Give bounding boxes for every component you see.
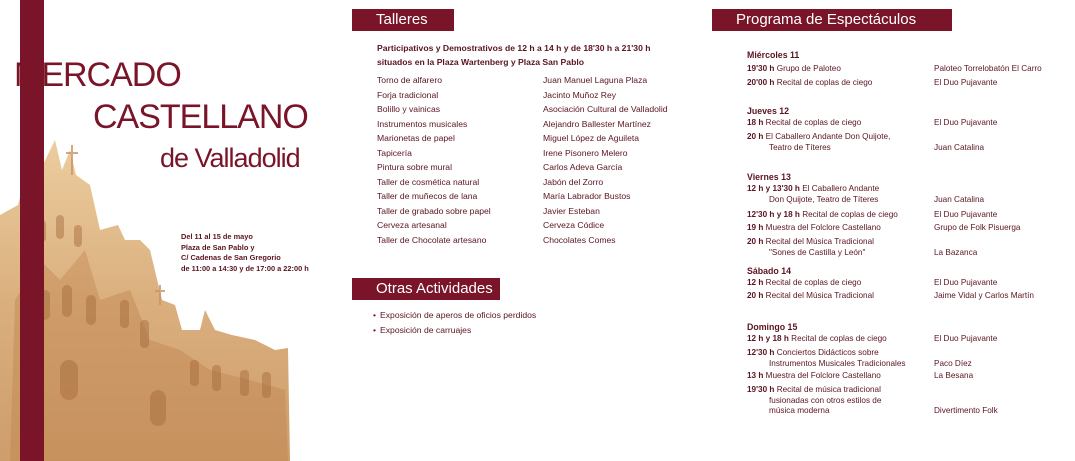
event-time: 18 h bbox=[747, 118, 764, 127]
event-time: 19'30 h bbox=[747, 385, 775, 394]
event-time: 20'00 h bbox=[747, 78, 775, 87]
programa-event bbox=[747, 184, 1067, 205]
taller-row bbox=[377, 189, 697, 203]
programa-event bbox=[747, 210, 1067, 221]
taller-name: Marionetas de papel bbox=[377, 133, 455, 143]
event-line1 bbox=[747, 118, 1067, 129]
programa-event bbox=[747, 223, 1067, 234]
programa-day-heading: Domingo 15 bbox=[747, 322, 798, 332]
event-performer: Jaime Vidal y Carlos Martín bbox=[934, 291, 1034, 300]
event-title-continued: fusionadas con otros estilos de bbox=[769, 395, 882, 405]
programa-event bbox=[747, 291, 1067, 302]
taller-row bbox=[377, 102, 697, 116]
taller-name: Taller de grabado sobre papel bbox=[377, 205, 491, 216]
event-performer: El Duo Pujavante bbox=[934, 210, 998, 219]
event-line1 bbox=[747, 334, 1067, 345]
taller-artisan: Carlos Adeva García bbox=[543, 162, 623, 172]
taller-name: Cerveza artesanal bbox=[377, 220, 447, 230]
taller-artisan: Jacinto Muñoz Rey bbox=[543, 89, 617, 100]
event-title: Grupo de Paloteo bbox=[776, 64, 841, 73]
programa-event bbox=[747, 132, 1067, 153]
event-title: Recital de música tradicional bbox=[776, 385, 881, 394]
event-line1 bbox=[747, 237, 1067, 248]
taller-artisan: Juan Manuel Laguna Plaza bbox=[543, 75, 648, 85]
taller-name: Bolillo y vainicas bbox=[377, 104, 441, 114]
programa-header: Programa de Espectáculos bbox=[712, 9, 952, 31]
event-performer: La Bazanca bbox=[934, 247, 978, 257]
event-performer: Juan Catalina bbox=[934, 194, 985, 204]
event-performer: La Besana bbox=[934, 371, 974, 380]
otras-header: Otras Actividades bbox=[352, 278, 500, 300]
event-performer: El Duo Pujavante bbox=[934, 118, 998, 127]
event-title: Recital de coplas de ciego bbox=[802, 210, 898, 219]
poster-title-line1: MERCADO bbox=[14, 56, 181, 94]
taller-artisan: Alejandro Ballester Martínez bbox=[543, 118, 651, 129]
poster-title-line3: de Valladolid bbox=[160, 143, 300, 173]
taller-artisan: Cerveza Códice bbox=[543, 220, 605, 230]
programa-event bbox=[747, 334, 1067, 345]
event-line1 bbox=[747, 348, 1067, 359]
event-time: 19'30 h bbox=[747, 64, 775, 73]
programa-event bbox=[747, 237, 1067, 258]
programa-day-heading: Sábado 14 bbox=[747, 266, 792, 276]
event-title: Recital de coplas de ciego bbox=[765, 118, 862, 127]
event-title-continued: música moderna bbox=[769, 406, 830, 415]
programa-day-heading: Viernes 13 bbox=[747, 172, 791, 182]
event-title: Muestra del Folclore Castellano bbox=[765, 223, 881, 232]
bullet-icon: • bbox=[373, 310, 377, 320]
talleres-header: Talleres bbox=[352, 9, 454, 31]
event-place-2: C/ Cadenas de San Gregorio bbox=[181, 253, 281, 263]
taller-artisan: María Labrador Bustos bbox=[543, 191, 631, 201]
programa-event bbox=[747, 278, 1067, 289]
event-title: Recital del Música Tradicional bbox=[765, 291, 874, 300]
taller-name: Tapicería bbox=[377, 147, 412, 158]
taller-artisan: Jabón del Zorro bbox=[543, 176, 604, 187]
event-time: 12'30 h bbox=[747, 348, 775, 357]
poster-title-line2: CASTELLANO bbox=[93, 98, 308, 136]
event-title: El Caballero Andante Don Quijote, bbox=[765, 132, 891, 141]
taller-row bbox=[377, 204, 697, 218]
event-title: El Caballero Andante bbox=[802, 184, 880, 193]
event-place-1: Plaza de San Pablo y bbox=[181, 242, 255, 252]
event-time: 12'30 h y 18 h bbox=[747, 210, 800, 219]
event-performer: Grupo de Folk Pisuerga bbox=[934, 223, 1021, 232]
event-time: 20 h bbox=[747, 237, 764, 246]
taller-name: Taller de cosmética natural bbox=[377, 176, 480, 187]
event-performer: El Duo Pujavante bbox=[934, 334, 998, 343]
otra-actividad-item bbox=[373, 325, 471, 335]
programa-day-heading: Jueves 12 bbox=[747, 106, 790, 116]
taller-name: Taller de Chocolate artesano bbox=[377, 234, 487, 245]
event-title-continued: Teatro de Títeres bbox=[769, 142, 831, 152]
taller-row bbox=[377, 73, 697, 87]
event-title: Conciertos Didácticos sobre bbox=[776, 348, 879, 357]
event-line1 bbox=[747, 210, 1067, 221]
programa-day-heading: Miércoles 11 bbox=[747, 50, 800, 60]
taller-name: Torno de alfarero bbox=[377, 75, 442, 85]
programa-event bbox=[747, 385, 1067, 417]
bullet-icon: • bbox=[373, 325, 377, 335]
talleres-intro-line1: Participativos y Demostrativos de 12 h a 14 h y de 18'30 h a 21'30 h bbox=[377, 43, 651, 53]
taller-name: Pintura sobre mural bbox=[377, 162, 452, 172]
otra-actividad-text: Exposición de aperos de oficios perdidos bbox=[380, 310, 537, 320]
event-line1 bbox=[747, 132, 1067, 143]
programa-event bbox=[747, 371, 1067, 382]
event-title: Recital de coplas de ciego bbox=[791, 334, 887, 343]
otra-actividad-text: Exposición de carruajes bbox=[380, 325, 472, 335]
event-time: 12 h y 13'30 h bbox=[747, 184, 800, 193]
taller-row bbox=[377, 117, 697, 131]
event-line1 bbox=[747, 278, 1067, 289]
taller-artisan: Irene Pisonero Melero bbox=[543, 147, 628, 158]
event-time: 13 h bbox=[747, 371, 764, 380]
event-performer: Divertimento Folk bbox=[934, 406, 998, 415]
event-time: 12 h y 18 h bbox=[747, 334, 789, 343]
event-title: Recital del Música Tradicional bbox=[765, 237, 874, 246]
event-line1 bbox=[747, 385, 1067, 396]
event-title: Recital de coplas de ciego bbox=[776, 78, 873, 87]
taller-row bbox=[377, 160, 697, 174]
taller-row bbox=[377, 88, 697, 102]
event-info bbox=[181, 232, 309, 274]
event-line1 bbox=[747, 184, 1067, 195]
talleres-intro-line2: situados en la Plaza Wartenberg y Plaza San Pablo bbox=[377, 57, 584, 67]
taller-name: Forja tradicional bbox=[377, 89, 439, 100]
taller-row bbox=[377, 233, 697, 247]
event-line1 bbox=[747, 371, 1067, 382]
taller-artisan: Asociación Cultural de Valladolid bbox=[543, 104, 668, 114]
programa-event bbox=[747, 118, 1067, 129]
event-hours: de 11:00 a 14:30 y de 17:00 a 22:00 h bbox=[181, 263, 309, 273]
event-time: 20 h bbox=[747, 132, 764, 141]
taller-name: Instrumentos musicales bbox=[377, 118, 468, 129]
taller-row bbox=[377, 131, 697, 145]
event-time: 12 h bbox=[747, 278, 764, 287]
taller-artisan: Miguel López de Aguileta bbox=[543, 133, 640, 143]
event-title: Muestra del Folclore Castellano bbox=[765, 371, 881, 380]
event-title-continued: Instrumentos Musicales Tradicionales bbox=[769, 358, 906, 368]
programa-event bbox=[747, 348, 1067, 369]
event-title-continued: "Sones de Castilla y León" bbox=[769, 247, 866, 257]
taller-artisan: Javier Esteban bbox=[543, 205, 600, 216]
event-performer: El Duo Pujavante bbox=[934, 278, 998, 287]
programa-event bbox=[747, 64, 1067, 75]
event-performer: El Duo Pujavante bbox=[934, 78, 998, 87]
event-time: 20 h bbox=[747, 291, 764, 300]
event-performer: Paloteo Torrelobatón El Carro bbox=[934, 64, 1042, 73]
talleres-intro bbox=[377, 41, 651, 69]
taller-row bbox=[377, 218, 697, 232]
event-performer: Paco Díez bbox=[934, 358, 972, 368]
taller-row bbox=[377, 175, 697, 189]
event-line1 bbox=[747, 78, 1067, 89]
event-performer: Juan Catalina bbox=[934, 142, 985, 152]
taller-artisan: Chocolates Comes bbox=[543, 234, 616, 245]
taller-row bbox=[377, 146, 697, 160]
event-title-continued: Don Quijote, Teatro de Títeres bbox=[769, 194, 879, 204]
otra-actividad-item bbox=[373, 310, 536, 320]
event-dates: Del 11 al 15 de mayo bbox=[181, 232, 253, 241]
event-time: 19 h bbox=[747, 223, 764, 232]
taller-name: Taller de muñecos de lana bbox=[377, 191, 478, 201]
event-title: Recital de coplas de ciego bbox=[765, 278, 862, 287]
programa-event bbox=[747, 78, 1067, 89]
